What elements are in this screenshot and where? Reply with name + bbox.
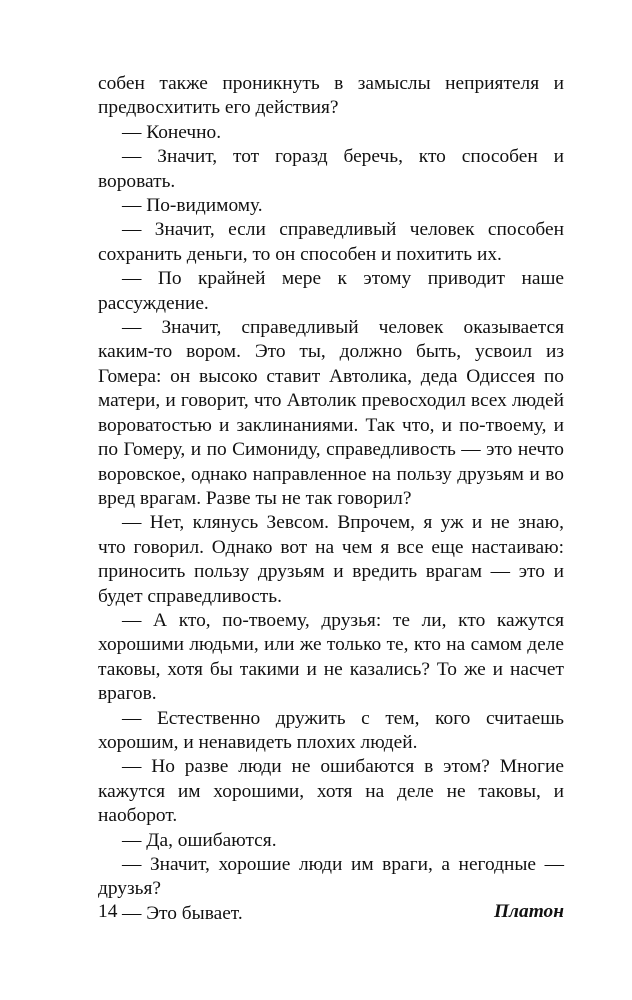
dialogue-line: — Но разве люди не ошибаются в этом? Многие кажутся им хорошими, хотя на деле не таковы, и наоборот. bbox=[98, 756, 564, 827]
dialogue-line: — Значит, хорошие люди им враги, а негодные — друзья? bbox=[98, 854, 564, 900]
dialogue-line: — Да, ошибаются. bbox=[122, 829, 277, 851]
dialogue-line: — Значит, если справедливый человек способен сохранить деньги, то он способен и похитить их. bbox=[98, 219, 564, 265]
dialogue-line: — Конечно. bbox=[122, 121, 222, 143]
dialogue-line: — Это бывает. bbox=[122, 902, 243, 924]
dialogue-line: — По-видимому. bbox=[122, 195, 263, 217]
dialogue-line: — А кто, по-твоему, друзья: те ли, кто кажутся хорошими людьми, или же только те, кто на самом деле таковы, хотя бы такими и не казались? То же и насчет врагов. bbox=[98, 609, 564, 705]
paragraph-continuation: собен также проникнуть в замыслы неприятеля и предвосхитить его действия? bbox=[98, 73, 564, 119]
running-title: Платон bbox=[493, 901, 564, 922]
page-number: 14 bbox=[98, 901, 118, 922]
dialogue-line: — Естественно дружить с тем, кого считаешь хорошим, и ненавидеть плохих людей. bbox=[98, 707, 564, 753]
page-body bbox=[98, 72, 564, 926]
dialogue-line: — По крайней мере к этому приводит наше рассуждение. bbox=[98, 268, 564, 314]
dialogue-line: — Значит, тот горазд беречь, кто способен и воровать. bbox=[98, 146, 564, 192]
dialogue-line: — Нет, клянусь Зевсом. Впрочем, я уж и не знаю, что говорил. Однако вот на чем я все еще настаиваю: приносить пользу друзьям и вредить врагам — это и будет справедливость. bbox=[98, 512, 564, 607]
dialogue-line: — Значит, справедливый человек оказывается каким-то вором. Это ты, должно быть, усвоил из Гомера: он высоко ставит Автолика, деда Одиссея по матери, и говорит, что Автолик превосходил всех людей вороватостью и заклинаниями. Так что, и по-твоему, и по Гомеру, и по Симониду, справедливость — это нечто воровское, однако направленное на пользу друзьям и во вред врагам. Разве ты не так говорил? bbox=[98, 317, 564, 509]
